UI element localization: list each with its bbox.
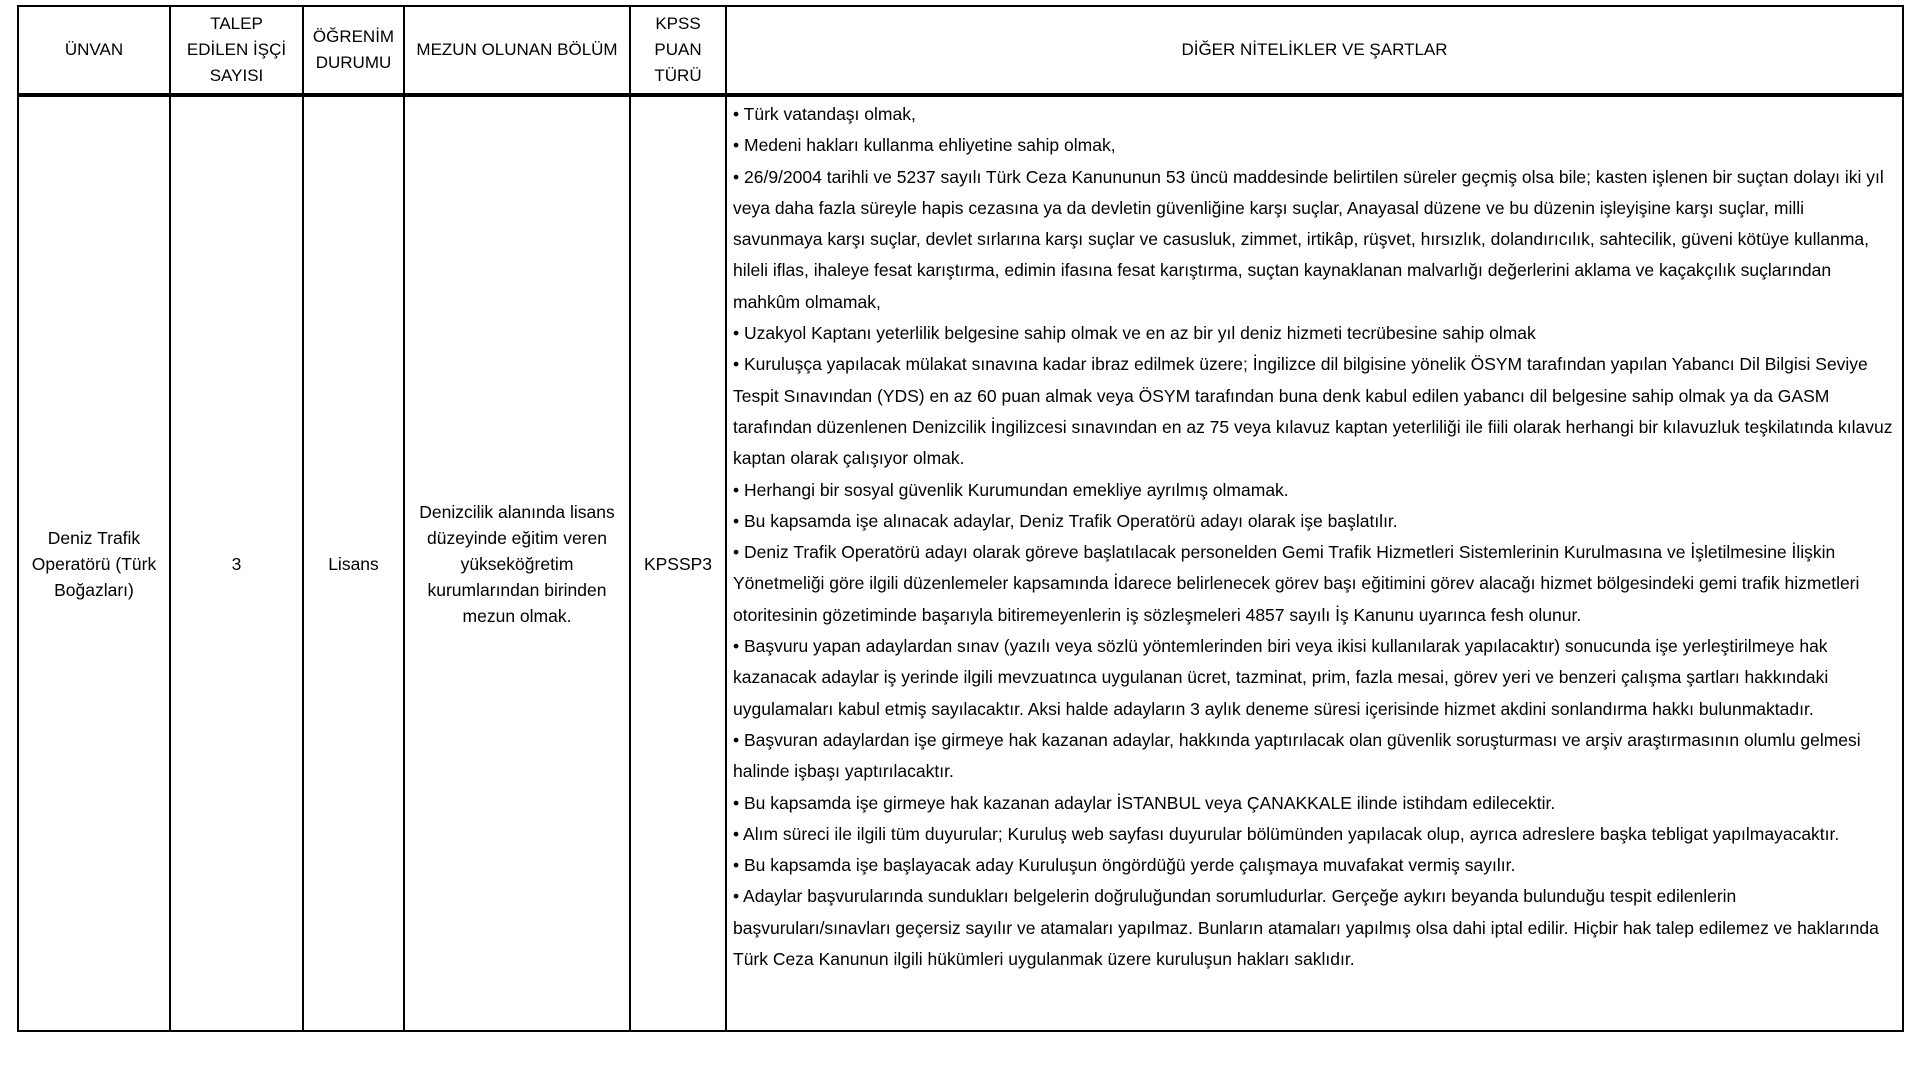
- requirement-item: • Kuruluşça yapılacak mülakat sınavına kadar ibraz edilmek üzere; İngilizce dil bilgisine yönelik ÖSYM tarafından yapılan Yabancı Dil Bilgisi Seviye Tespit Sınavından (YDS) en az 60 puan almak veya ÖSYM tarafından buna denk kabul edilen yabancı dil belgesine sahip olmak ya da GASM tarafından düzenlenen Denizcilik İngilizcesi sınavından en az 75 veya kılavuz kaptan yeterliliği ile fiili olarak herhangi bir kılavuzluk teşkilatında kılavuz kaptan olarak çalışıyor olmak.: [733, 354, 1893, 469]
- table-row: [18, 95, 1903, 1031]
- cell-diger-nitelikler: [726, 95, 1903, 1031]
- header-kpss-puan-turu: KPSS PUAN TÜRÜ: [630, 6, 726, 95]
- header-unvan: ÜNVAN: [18, 6, 170, 95]
- cell-talep-edilen-isci-sayisi: 3: [170, 95, 303, 1031]
- cell-unvan: Deniz Trafik Operatörü (Türk Boğazları): [18, 95, 170, 1031]
- header-talep-edilen-isci-sayisi: TALEP EDİLEN İŞÇİ SAYISI: [170, 6, 303, 95]
- header-row: [18, 6, 1903, 95]
- header-mezun-olunan-bolum: MEZUN OLUNAN BÖLÜM: [404, 6, 630, 95]
- header-diger-nitelikler-ve-sartlar: DİĞER NİTELİKLER VE ŞARTLAR: [726, 6, 1903, 95]
- requirement-item: • Medeni hakları kullanma ehliyetine sahip olmak,: [733, 135, 1116, 156]
- requirement-item: • Adaylar başvurularında sundukları belgelerin doğruluğundan sorumludurlar. Gerçeğe aykırı beyanda bulunduğu tespit edilenlerin başvuruları/sınavları geçersiz sayılır ve atamaları yapılmaz. Bunların atamaları yapılmış olsa dahi iptal edilir. Hiçbir hak talep edilemez ve haklarında Türk Ceza Kanunun ilgili hükümleri uygulanmak üzere kuruluşun hakları saklıdır.: [733, 886, 1879, 970]
- requirement-item: • Alım süreci ile ilgili tüm duyurular; Kuruluş web sayfası duyurular bölümünden yapılacak olup, ayrıca adreslere başka tebligat yapılmayacaktır.: [733, 823, 1840, 844]
- requirement-item: • Deniz Trafik Operatörü adayı olarak göreve başlatılacak personelden Gemi Trafik Hizmetleri Sistemlerinin Kurulmasına ve İşletilmesine İlişkin Yönetmeliği göre ilgili düzenlemeler kapsamında İdarece belirlenecek görev başı eğitimini görev alacağı hizmet bölgesindeki gemi trafik hizmetleri otoritesinin gözetiminde başarıyla bitiremeyenlerin iş sözleşmeleri 4857 sayılı İş Kanunu uyarınca fesh olunur.: [733, 542, 1860, 625]
- requirement-item: • Uzakyol Kaptanı yeterlilik belgesine sahip olmak ve en az bir yıl deniz hizmeti tecrübesine sahip olmak: [733, 323, 1536, 344]
- header-ogrenim-durumu: ÖĞRENİM DURUMU: [303, 6, 404, 95]
- requirement-item: • Başvuran adaylardan işe girmeye hak kazanan adaylar, hakkında yaptırılacak olan güvenlik soruşturması ve arşiv araştırmasının olumlu gelmesi halinde işbaşı yaptırılacaktır.: [733, 729, 1861, 782]
- requirement-item: • Herhangi bir sosyal güvenlik Kurumundan emekliye ayrılmış olmamak.: [733, 479, 1289, 500]
- requirement-item: • Bu kapsamda işe alınacak adaylar, Deniz Trafik Operatörü adayı olarak işe başlatılır.: [733, 510, 1398, 531]
- cell-mezun-olunan-bolum: Denizcilik alanında lisans düzeyinde eğitim veren yükseköğretim kurumlarından birinden mezun olmak.: [404, 95, 630, 1031]
- cell-ogrenim-durumu: Lisans: [303, 95, 404, 1031]
- requirement-item: • 26/9/2004 tarihli ve 5237 sayılı Türk Ceza Kanununun 53 üncü maddesinde belirtilen süreler geçmiş olsa bile; kasten işlenen bir suçtan dolayı iki yıl veya daha fazla süreyle hapis cezasına ya da devletin güvenliğine karşı suçlar, Anayasal düzene ve bu düzenin işleyişine karşı suçlar, milli savunmaya karşı suçlar, devlet sırlarına karşı suçlar ve casusluk, zimmet, irtikâp, rüşvet, hırsızlık, dolandırıcılık, sahtecilik, güveni kötüye kullanma, hileli iflas, ihaleye fesat karıştırma, edimin ifasına fesat karıştırma, suçtan kaynaklanan malvarlığı değerlerini aklama ve kaçakçılık suçlarından mahkûm olmamak,: [733, 166, 1884, 312]
- requirement-item: • Bu kapsamda işe girmeye hak kazanan adaylar İSTANBUL veya ÇANAKKALE ilinde istihdam edilecektir.: [733, 792, 1556, 813]
- requirement-item: • Başvuru yapan adaylardan sınav (yazılı veya sözlü yöntemlerinden biri veya ikisi kullanılarak yapılacaktır) sonucunda işe yerleştirilmeye hak kazanacak adaylar iş yerinde ilgili mevzuatınca uygulanan ücret, tazminat, prim, fazla mesai, görev yeri ve benzeri çalışma şartları hakkındaki uygulamaları kabul etmiş sayılacaktır. Aksi halde adayların 3 aylık deneme süresi içerisinde hizmet akdini sonlandırma hakkı bulunmaktadır.: [733, 636, 1829, 719]
- job-posting-table: [17, 5, 1904, 1032]
- cell-kpss-puan-turu: KPSSP3: [630, 95, 726, 1031]
- requirement-item: • Bu kapsamda işe başlayacak aday Kuruluşun öngördüğü yerde çalışmaya muvafakat vermiş sayılır.: [733, 855, 1516, 876]
- requirement-item: • Türk vatandaşı olmak,: [733, 104, 916, 124]
